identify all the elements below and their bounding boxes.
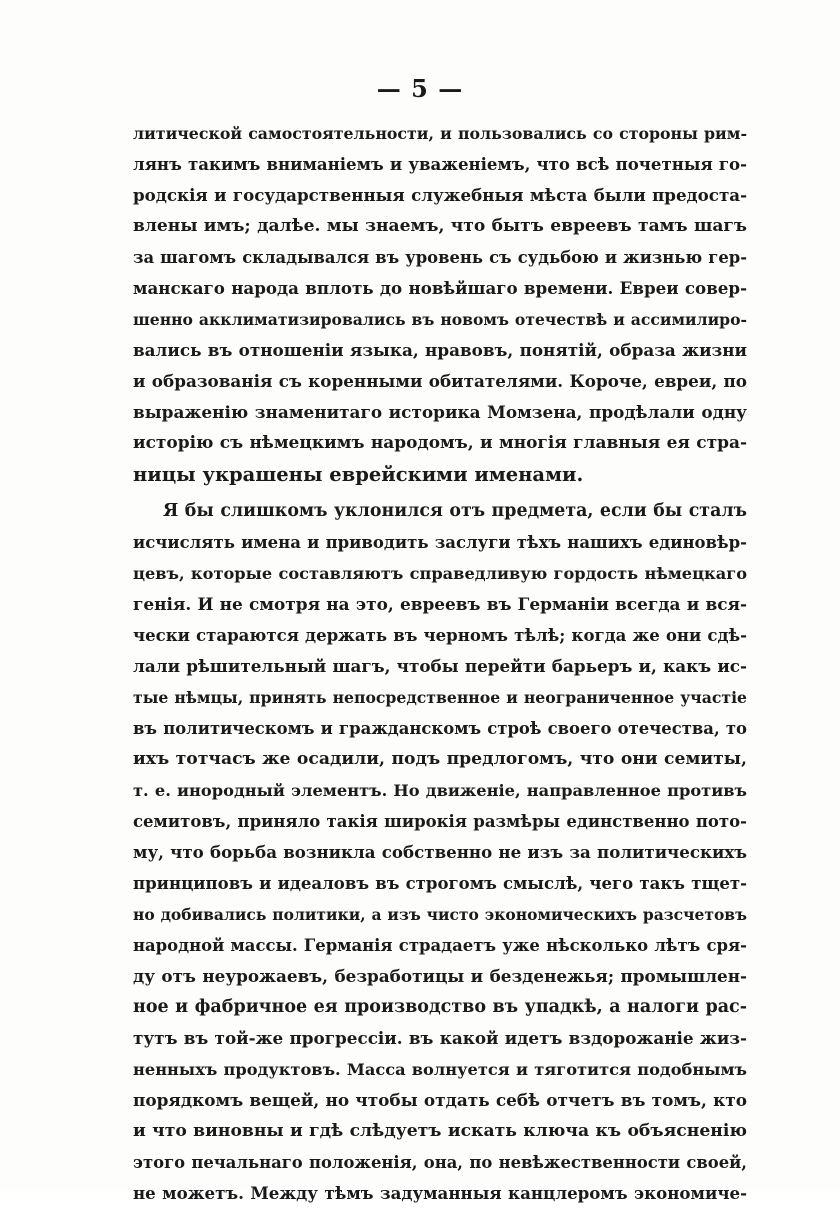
text-line: ихъ тотчасъ же осадили, подъ предлогомъ, что они семиты, [133, 749, 747, 769]
text-line: народной массы. Германія страдаетъ уже нѣсколько лѣтъ сря- [133, 936, 747, 955]
text-line: тутъ въ той-же прогрессіи. въ какой идетъ вздорожаніе жиз- [133, 1028, 747, 1048]
text-line: т. е. инородный элементъ. Но движеніе, направленное противъ [133, 781, 747, 800]
text-line: шенно акклиматизировались въ новомъ отечествѣ и ассимилиро- [133, 310, 747, 329]
text-line: чески стараются держать въ черномъ тѣлѣ; когда же они сдѣ- [133, 625, 747, 645]
text-line: манскаго народа вплоть до новѣйшаго времени. Евреи совер- [133, 278, 747, 298]
text-line: влены имъ; далѣе. мы знаемъ, что бытъ евреевъ тамъ шагъ [133, 216, 747, 236]
text-line: ное и фабричное ея производство въ упадкѣ, а налоги рас- [133, 997, 747, 1017]
page-number: — 5 — [376, 74, 464, 103]
text-line: за шагомъ складывался въ уровень съ судьбою и жизнью гер- [133, 248, 747, 267]
paragraph [133, 496, 747, 1209]
text-line: вались въ отношеніи языка, нравовъ, понятій, образа жизни [133, 340, 747, 360]
text-line: выраженію знаменитаго историка Момзена, продѣлали одну [133, 402, 747, 422]
text-line: ду отъ неурожаевъ, безработицы и безденежья; промышлен- [133, 966, 747, 986]
text-line: не можетъ. Между тѣмъ задуманныя канцлеромъ экономиче- [133, 1183, 747, 1203]
text-line: принциповъ и идеаловъ въ строгомъ смыслѣ, чего такъ тщет- [133, 873, 747, 893]
text-line: исчислять имена и приводить заслуги тѣхъ нашихъ единовѣр- [133, 533, 747, 552]
text-line: въ политическомъ и гражданскомъ строѣ своего отечества, то [133, 719, 747, 738]
body-text [133, 118, 747, 1209]
text-line: генія. И не смотря на это, евреевъ въ Германіи всегда и вся- [133, 594, 747, 614]
paragraph [133, 118, 747, 490]
text-line: родскія и государственныя служебныя мѣста были предоста- [133, 185, 747, 205]
text-line: семитовъ, приняло такія широкія размѣры единственно пото- [133, 812, 747, 831]
text-line: и что виновны и гдѣ слѣдуетъ искать ключа къ объясненію [133, 1121, 747, 1141]
text-line: порядкомъ вещей, но чтобы отдать себѣ отчетъ въ томъ, кто [133, 1090, 747, 1110]
text-line: лали рѣшительный шагъ, чтобы перейти барьеръ и, какъ ис- [133, 656, 747, 676]
text-line: Я бы слишкомъ уклонился отъ предмета, если бы сталъ [163, 501, 747, 521]
text-line: литической самостоятельности, и пользовались со стороны рим- [133, 124, 747, 143]
text-line: лянъ такимъ вниманіемъ и уваженіемъ, что всѣ почетныя го- [133, 154, 747, 174]
text-line: этого печальнаго положенія, она, по невѣжественности своей, [133, 1153, 747, 1172]
text-line: исторію съ нѣмецкимъ народомъ, и многія главныя ея стра- [133, 433, 747, 453]
text-line: му, что борьба возникла собственно не изъ за политическихъ [133, 842, 747, 862]
text-line: но добивались политики, а изъ чисто экономическихъ разсчетовъ [133, 905, 747, 924]
text-line: ненныхъ продуктовъ. Масса волнуется и тяготится подобнымъ [133, 1060, 747, 1079]
text-line: ницы украшены еврейскими именами. [133, 463, 584, 486]
text-line: и образованія съ коренными обитателями. Короче, евреи, по [133, 371, 747, 391]
text-line: тые нѣмцы, принять непосредственное и неограниченное участіе [133, 688, 747, 707]
text-line: цевъ, которые составляютъ справедливую гордость нѣмецкаго [133, 564, 747, 583]
